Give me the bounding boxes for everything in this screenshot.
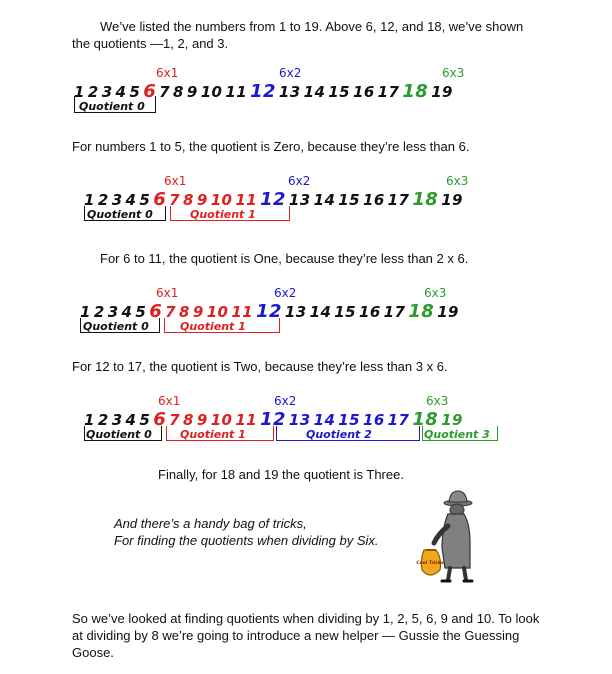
number-3: 3 — [107, 303, 119, 321]
number-13: 13 — [278, 83, 301, 101]
number-9: 9 — [196, 411, 208, 429]
number-19: 19 — [437, 303, 459, 321]
number-9: 9 — [186, 83, 198, 101]
number-11: 11 — [231, 303, 254, 321]
number-10: 10 — [200, 83, 223, 101]
bag-label: Cool Tricks — [416, 561, 444, 566]
number-line-1 — [74, 66, 514, 136]
quotient-1-label: Quotient 1 — [180, 428, 246, 441]
number-12: 12 — [260, 409, 286, 430]
number-12: 12 — [256, 301, 282, 322]
number-18: 18 — [412, 189, 439, 210]
number-5: 5 — [139, 411, 151, 429]
number-7: 7 — [159, 83, 170, 101]
number-3: 3 — [111, 191, 123, 209]
number-5: 5 — [139, 191, 151, 209]
number-17: 17 — [383, 303, 406, 321]
number-17: 17 — [387, 191, 410, 209]
number-18: 18 — [412, 409, 439, 430]
number-5: 5 — [129, 83, 141, 101]
number-11: 11 — [235, 191, 258, 209]
label-6x3: 6x3 — [426, 394, 449, 408]
label-6x1: 6x1 — [158, 394, 181, 408]
trickster-illustration — [412, 488, 492, 588]
number-14: 14 — [309, 303, 332, 321]
number-8: 8 — [179, 303, 190, 321]
label-6x2: 6x2 — [279, 66, 302, 80]
quotient-0-label: Quotient 0 — [87, 208, 153, 221]
number-15: 15 — [334, 303, 356, 321]
number-16: 16 — [362, 411, 385, 429]
number-18: 18 — [402, 81, 429, 102]
number-1: 1 — [80, 303, 91, 321]
number-1: 1 — [84, 191, 95, 209]
coat — [442, 514, 470, 568]
rhyme-line-2: For finding the quotients when dividing by Six. — [114, 533, 379, 548]
number-3: 3 — [111, 411, 123, 429]
number-6: 6 — [153, 409, 167, 430]
rhyme-line-1: And there’s a handy bag of tricks, — [114, 516, 307, 531]
number-12: 12 — [260, 189, 286, 210]
number-6: 6 — [153, 189, 167, 210]
number-6: 6 — [143, 81, 157, 102]
number-14: 14 — [313, 191, 336, 209]
number-8: 8 — [183, 411, 194, 429]
number-13: 13 — [288, 191, 311, 209]
number-9: 9 — [192, 303, 204, 321]
quotient-0-label: Quotient 0 — [83, 320, 149, 333]
quotient-0-label: Quotient 0 — [79, 100, 145, 113]
number-7: 7 — [169, 191, 180, 209]
label-6x3: 6x3 — [424, 286, 447, 300]
intro-text: We’ve listed the numbers from 1 to 19. Above 6, 12, and 18, we’ve shown the quotients —1, 2, and 3. — [72, 19, 524, 51]
number-7: 7 — [169, 411, 180, 429]
number-7: 7 — [165, 303, 176, 321]
quotient-2-label: Quotient 2 — [306, 428, 372, 441]
label-6x1: 6x1 — [156, 66, 179, 80]
number-13: 13 — [288, 411, 311, 429]
number-17: 17 — [377, 83, 400, 101]
number-17: 17 — [387, 411, 410, 429]
number-4: 4 — [125, 411, 137, 429]
number-16: 16 — [352, 83, 375, 101]
line-4-text: Finally, for 18 and 19 the quotient is Three. — [158, 467, 404, 482]
number-8: 8 — [173, 83, 184, 101]
number-11: 11 — [225, 83, 248, 101]
label-6x1: 6x1 — [156, 286, 179, 300]
number-14: 14 — [303, 83, 326, 101]
number-2: 2 — [97, 191, 109, 209]
label-6x2: 6x2 — [274, 286, 297, 300]
line-2-text: For 6 to 11, the quotient is One, because they’re less than 2 x 6. — [100, 251, 469, 266]
number-15: 15 — [338, 191, 360, 209]
number-18: 18 — [408, 301, 435, 322]
number-10: 10 — [210, 411, 233, 429]
number-1: 1 — [74, 83, 85, 101]
quotient-3-label: Quotient 3 — [424, 428, 490, 441]
label-6x2: 6x2 — [288, 174, 311, 188]
number-line-3 — [80, 286, 520, 356]
number-10: 10 — [206, 303, 229, 321]
number-2: 2 — [97, 411, 109, 429]
number-12: 12 — [250, 81, 276, 102]
number-19: 19 — [431, 83, 453, 101]
hat-crown — [449, 491, 467, 502]
quotient-0-label: Quotient 0 — [86, 428, 152, 441]
number-15: 15 — [328, 83, 350, 101]
number-19: 19 — [441, 191, 463, 209]
number-4: 4 — [121, 303, 133, 321]
label-6x3: 6x3 — [442, 66, 465, 80]
number-4: 4 — [125, 191, 137, 209]
line-1-text: For numbers 1 to 5, the quotient is Zero, because they’re less than 6. — [72, 139, 470, 154]
number-line-2 — [84, 174, 524, 244]
label-6x1: 6x1 — [164, 174, 187, 188]
number-4: 4 — [115, 83, 127, 101]
number-2: 2 — [93, 303, 105, 321]
number-19: 19 — [441, 411, 463, 429]
label-6x2: 6x2 — [274, 394, 297, 408]
number-8: 8 — [183, 191, 194, 209]
number-5: 5 — [135, 303, 147, 321]
number-9: 9 — [196, 191, 208, 209]
number-13: 13 — [284, 303, 307, 321]
number-3: 3 — [101, 83, 113, 101]
number-10: 10 — [210, 191, 233, 209]
number-16: 16 — [362, 191, 385, 209]
line-3-text: For 12 to 17, the quotient is Two, because they’re less than 3 x 6. — [72, 359, 448, 374]
number-11: 11 — [235, 411, 258, 429]
quotient-1-label: Quotient 1 — [180, 320, 246, 333]
number-16: 16 — [358, 303, 381, 321]
number-1: 1 — [84, 411, 95, 429]
number-2: 2 — [87, 83, 99, 101]
label-6x3: 6x3 — [446, 174, 469, 188]
number-15: 15 — [338, 411, 360, 429]
number-14: 14 — [313, 411, 336, 429]
quotient-1-label: Quotient 1 — [190, 208, 256, 221]
legs — [448, 568, 466, 580]
outro-text: So we’ve looked at finding quotients when dividing by 1, 2, 5, 6, 9 and 10. To look at dividing by 8 we’re going to introduce a new helper — Gussie the Guessing Goose. — [72, 611, 540, 660]
number-6: 6 — [149, 301, 163, 322]
number-line-4 — [84, 394, 524, 464]
